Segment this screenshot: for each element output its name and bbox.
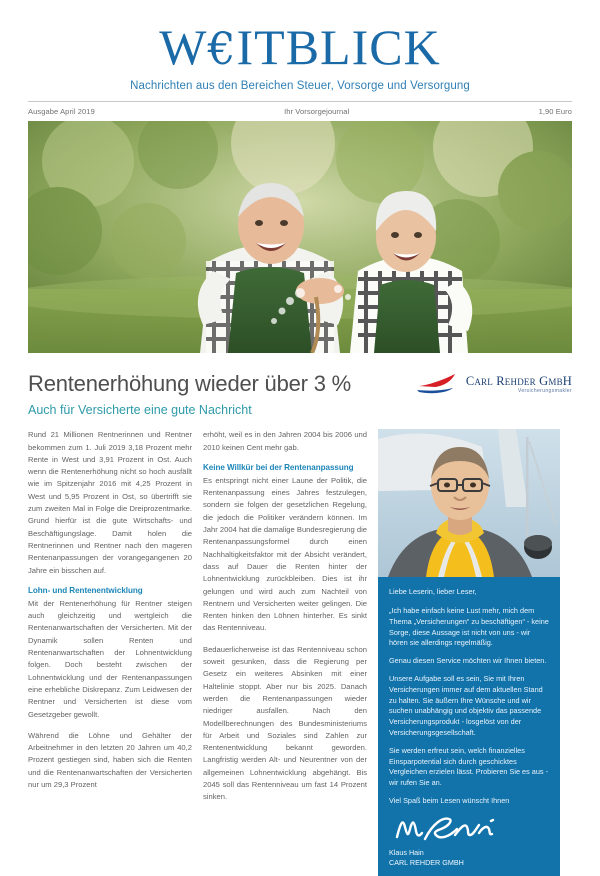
issue-date: Ausgabe April 2019 xyxy=(28,107,95,116)
letter-paragraph: Genau diesen Service möchten wir Ihnen bieten. xyxy=(389,656,547,666)
signer-company: CARL REHDER GMBH xyxy=(389,857,464,867)
masthead-title xyxy=(0,19,600,75)
paragraph: Mit der Rentenerhöhung für Rentner steigen auch gleichzeitig und wertgleich die Rentenanwartschaften der Versicherten. Mit der Dynamik sollen Renten und Rentenanwartschaften der Lohnentwicklung folgen. Doch besteht zwischen der Lohnentwicklung und der Rentenanpassungen eine erhebliche Diskrepanz. Zum Leidwesen der Rentner und Versicherten ist diese vom Gesetzgeber gewollt. xyxy=(28,598,192,719)
letter-salutation: Liebe Leserin, lieber Leser, xyxy=(389,587,477,597)
section-heading-willkuer: Keine Willkür bei der Rentenanpassung xyxy=(203,462,354,472)
editor-letter-box xyxy=(378,577,560,876)
issue-price: 1,90 Euro xyxy=(538,107,572,116)
editor-portrait xyxy=(378,429,560,577)
headline-block xyxy=(28,371,351,417)
sidebar xyxy=(378,429,560,876)
masthead-tagline: Nachrichten aus den Bereichen Steuer, Vorsorge und Versorgung xyxy=(130,80,470,92)
hero-photo xyxy=(28,121,572,353)
logo-company-name: Carl Rehder GmbH xyxy=(465,374,572,389)
logo-text xyxy=(466,375,572,395)
article-column-1 xyxy=(28,429,192,800)
letter-paragraph: Sie werden erfreut sein, welch finanzielles Einsparpotential sich durch geschicktes Vergleichen erzielen lässt. Probieren Sie es aus - wir rufen Sie an. xyxy=(389,745,548,788)
masthead xyxy=(0,0,600,92)
signer-name: Klaus Hain xyxy=(389,847,424,857)
journal-name: Ihr Vorsorgejournal xyxy=(284,107,350,116)
paragraph: Bedauerlicherweise ist das Rentenniveau schon soweit gesunken, dass die Regierung per Gesetz ein weiteres Absinken mit einer Haltelinie stoppt. Aber nur bis 2025. Danach werden die Rentenanpassungen wieder niedriger ausfallen. Nach den Modellberechnungen des Bundesministeriums für Arbeit und Soziales sind Zahlen zur Rentenentwicklung bekannt geworden. Langfristig werden Alt- und Neurentner von der allgemeinen Lohnentwicklung abgehängt. Bis 2045 soll das Rentenniveau um fast 14 Prozent sinken. xyxy=(203,644,367,802)
logo-tagline: Versicherungsmakler xyxy=(517,388,572,395)
portrait-illustration xyxy=(378,429,560,577)
page-title: Rentenerhöhung wieder über 3 % xyxy=(28,371,352,396)
euro-icon: € xyxy=(207,24,237,75)
company-logo xyxy=(415,373,572,397)
paragraph: erhöht, weil es in den Jahren 2004 bis 2006 und 2010 keinen Cent mehr gab. xyxy=(203,430,367,452)
paragraph: Während die Löhne und Gehälter der Arbeitnehmer in den letzten 20 Jahren um 40,2 Prozent gestiegen sind, haben sich die Renten und die Rentenanwartschaften der Versicherten nur um 29,3 Prozent xyxy=(28,730,192,790)
sail-logo-icon xyxy=(415,373,459,397)
paragraph: Es entspringt nicht einer Laune der Politik, die Rentenanpassung eines Jahres festzulegen, sondern sie folgen der gesetzlichen Regelung, die jedoch die Politiker verändern können. Im Jahr 2004 hat die damalige Bundesregierung die Rentenanpassungsformel durch einen Nachhaltigkeitsfaktor mit der Absicht verändert, dass auf Dauer die Renten hinter der Lohnentwicklung zurückbleiben. Dies ist ihr gelungen und wird auch zum Nachteil von Rentnern und Versicherten weiter gelingen. Die Renten hinken den Löhnen hinterher. Es sinkt das Rentenniveau. xyxy=(203,475,367,633)
signature-icon xyxy=(391,815,501,845)
masthead-title-part1: W xyxy=(159,19,208,75)
letter-paragraph: Unsere Aufgabe soll es sein, Sie mit Ihren Versicherungen immer auf dem aktuellen Stand zu halten. Sie äußern Ihre Wünsche und wir suchen unabhängig und objektiv das passende Versicherungsprodukt - losgelöst von der Versicherungsgesellschaft. xyxy=(389,674,543,738)
article-columns xyxy=(28,429,572,876)
section-heading-lohn: Lohn- und Rentenentwicklung xyxy=(28,585,143,595)
handwritten-signature xyxy=(391,815,549,845)
letter-paragraph: „Ich habe einfach keine Lust mehr, mich dem Thema „Versicherungen“ zu beschäftigen“ - keine Sorge, diese Aussage ist nicht von uns - wir hören sie allerdings regelmäßig. xyxy=(389,606,549,648)
article-column-2 xyxy=(203,429,367,812)
issue-bar xyxy=(28,102,572,121)
letter-paragraph: Viel Spaß beim Lesen wünscht Ihnen xyxy=(389,796,510,806)
masthead-title-part2: ITBLICK xyxy=(236,19,441,75)
headline-row xyxy=(28,371,572,417)
paragraph: Rund 21 Millionen Rentnerinnen und Rentner bekommen zum 1. Juli 2019 3,18 Prozent mehr Rente in West und 3,91 Prozent in Ost. Auch wenn die Rentenerhöhung nicht so hoch ausfällt wie im Spitzenjahr 2016 mit 4,25 Prozent in West und 5,95 Prozent in Ost, so übertrifft sie zum zweiten Mal in Folge die Dreiprozentmarke. Grund hierfür ist die gute Wirtschafts- und Beschäftigungslage. Damit holen die Rentnerinnen und Rentner nach den mageren Rentenanpassungen der vorangegangenen 20 Jahre ein bisschen auf. xyxy=(28,430,192,575)
page-subtitle: Auch für Versicherte eine gute Nachricht xyxy=(28,403,252,418)
hero-photo-illustration xyxy=(28,121,572,353)
